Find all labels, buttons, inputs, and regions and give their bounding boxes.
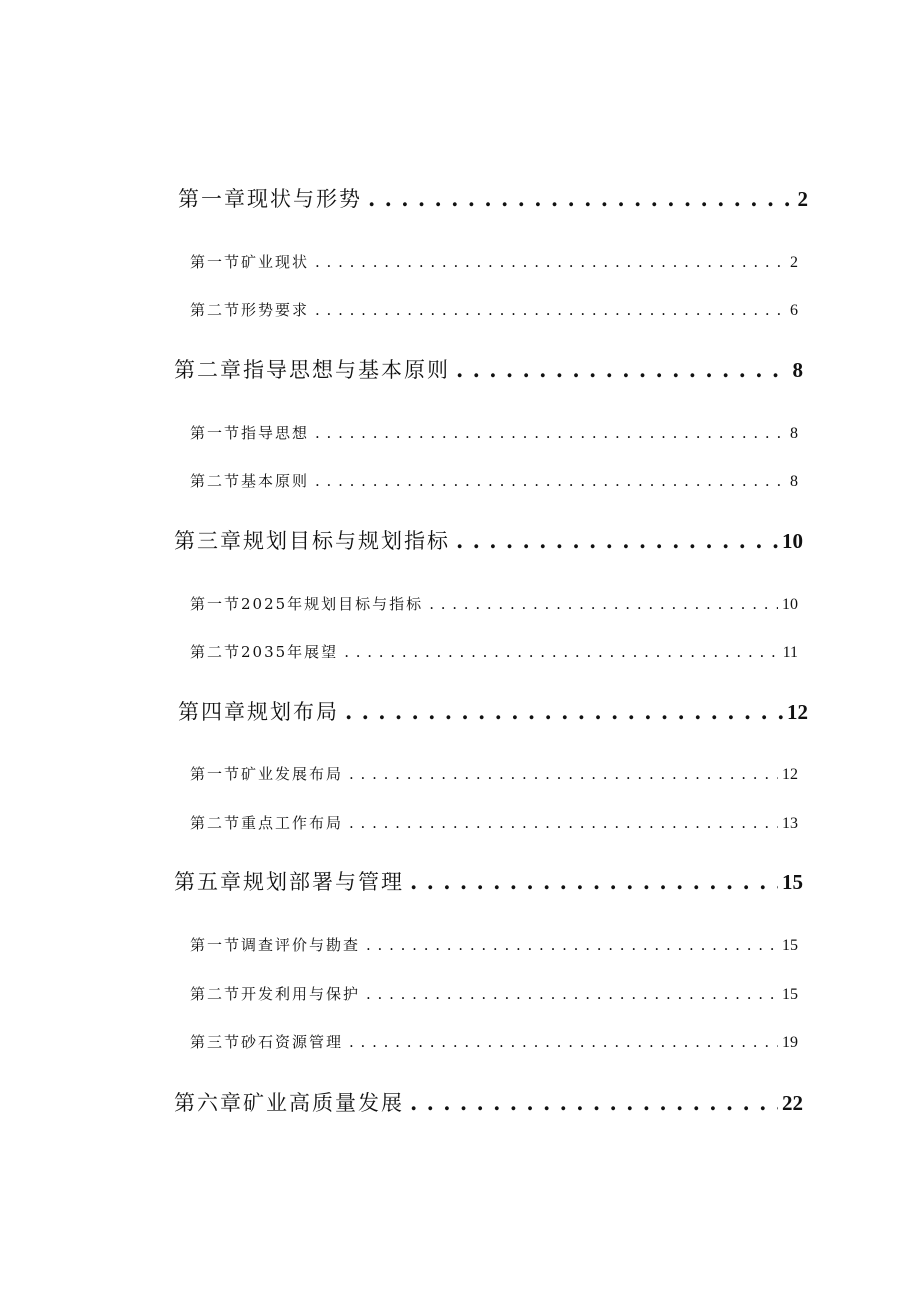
toc-chapter-2[interactable]	[174, 355, 803, 385]
toc-page-number: 12	[787, 700, 808, 724]
toc-chapter-title: 第二章指导思想与基本原则	[174, 358, 450, 382]
toc-section-title: 第二节开发利用与保护	[190, 985, 361, 1003]
toc-chapter-title: 第三章规划目标与规划指标	[174, 529, 450, 553]
toc-chapter-title: 第一章现状与形势	[178, 187, 362, 211]
toc-section-4-2[interactable]	[190, 811, 798, 835]
toc-section-title: 第一节矿业发展布局	[190, 765, 344, 783]
dot-leader	[368, 184, 794, 214]
toc-page-number: 19	[782, 1034, 798, 1051]
toc-page-number: 2	[797, 187, 808, 211]
dot-leader	[456, 355, 789, 385]
dot-leader	[410, 1088, 778, 1118]
toc-page-number: 8	[792, 358, 803, 382]
toc-page-number: 10	[782, 529, 803, 553]
toc-section-1-1[interactable]	[190, 250, 798, 274]
dot-leader	[344, 640, 778, 664]
dot-leader	[315, 250, 786, 274]
toc-page-number: 22	[782, 1091, 803, 1115]
toc-section-1-2[interactable]	[190, 298, 798, 322]
dot-leader	[345, 697, 783, 727]
toc-section-title: 第二节重点工作布局	[190, 814, 344, 832]
dot-leader	[366, 982, 778, 1006]
toc-section-4-1[interactable]	[190, 762, 798, 786]
dot-leader	[429, 592, 778, 616]
toc-page-number: 13	[782, 815, 798, 832]
toc-page-number: 8	[790, 425, 798, 442]
toc-chapter-6[interactable]	[174, 1088, 803, 1118]
dot-leader	[315, 298, 786, 322]
toc-chapter-1[interactable]	[178, 184, 808, 214]
toc-section-5-2[interactable]	[190, 982, 798, 1006]
toc-section-3-1[interactable]	[190, 592, 798, 616]
toc-page-number: 15	[782, 870, 803, 894]
toc-page-number: 15	[782, 986, 798, 1003]
toc-chapter-title: 第五章规划部署与管理	[174, 870, 404, 894]
dot-leader	[315, 421, 786, 445]
toc-page-number: 15	[782, 937, 798, 954]
toc-section-title: 第二节2035年展望	[190, 643, 339, 661]
toc-page-number: 10	[782, 596, 798, 613]
toc-section-title: 第一节矿业现状	[190, 253, 310, 271]
toc-page-number: 11	[782, 644, 798, 661]
toc-section-2-1[interactable]	[190, 421, 798, 445]
toc-section-title: 第二节基本原则	[190, 472, 310, 490]
toc-section-5-1[interactable]	[190, 933, 798, 957]
toc-chapter-5[interactable]	[174, 867, 803, 897]
toc-page-number: 2	[790, 254, 798, 271]
dot-leader	[456, 526, 778, 556]
dot-leader	[349, 1030, 778, 1054]
toc-page-number: 6	[790, 302, 798, 319]
dot-leader	[410, 867, 778, 897]
toc-section-3-2[interactable]	[190, 640, 798, 664]
dot-leader	[366, 933, 778, 957]
toc-section-title: 第三节砂石资源管理	[190, 1033, 344, 1051]
dot-leader	[349, 762, 778, 786]
toc-chapter-title: 第四章规划布局	[178, 700, 339, 724]
toc-section-title: 第一节调查评价与勘查	[190, 936, 361, 954]
toc-chapter-4[interactable]	[178, 697, 808, 727]
toc-section-5-3[interactable]	[190, 1030, 798, 1054]
toc-section-title: 第一节2025年规划目标与指标	[190, 595, 424, 613]
toc-section-2-2[interactable]	[190, 469, 798, 493]
toc-page-number: 8	[790, 473, 798, 490]
dot-leader	[349, 811, 778, 835]
toc-chapter-title: 第六章矿业高质量发展	[174, 1091, 404, 1115]
toc-section-title: 第二节形势要求	[190, 301, 310, 319]
dot-leader	[315, 469, 786, 493]
toc-page-number: 12	[782, 766, 798, 783]
toc-section-title: 第一节指导思想	[190, 424, 310, 442]
toc-chapter-3[interactable]	[174, 526, 803, 556]
